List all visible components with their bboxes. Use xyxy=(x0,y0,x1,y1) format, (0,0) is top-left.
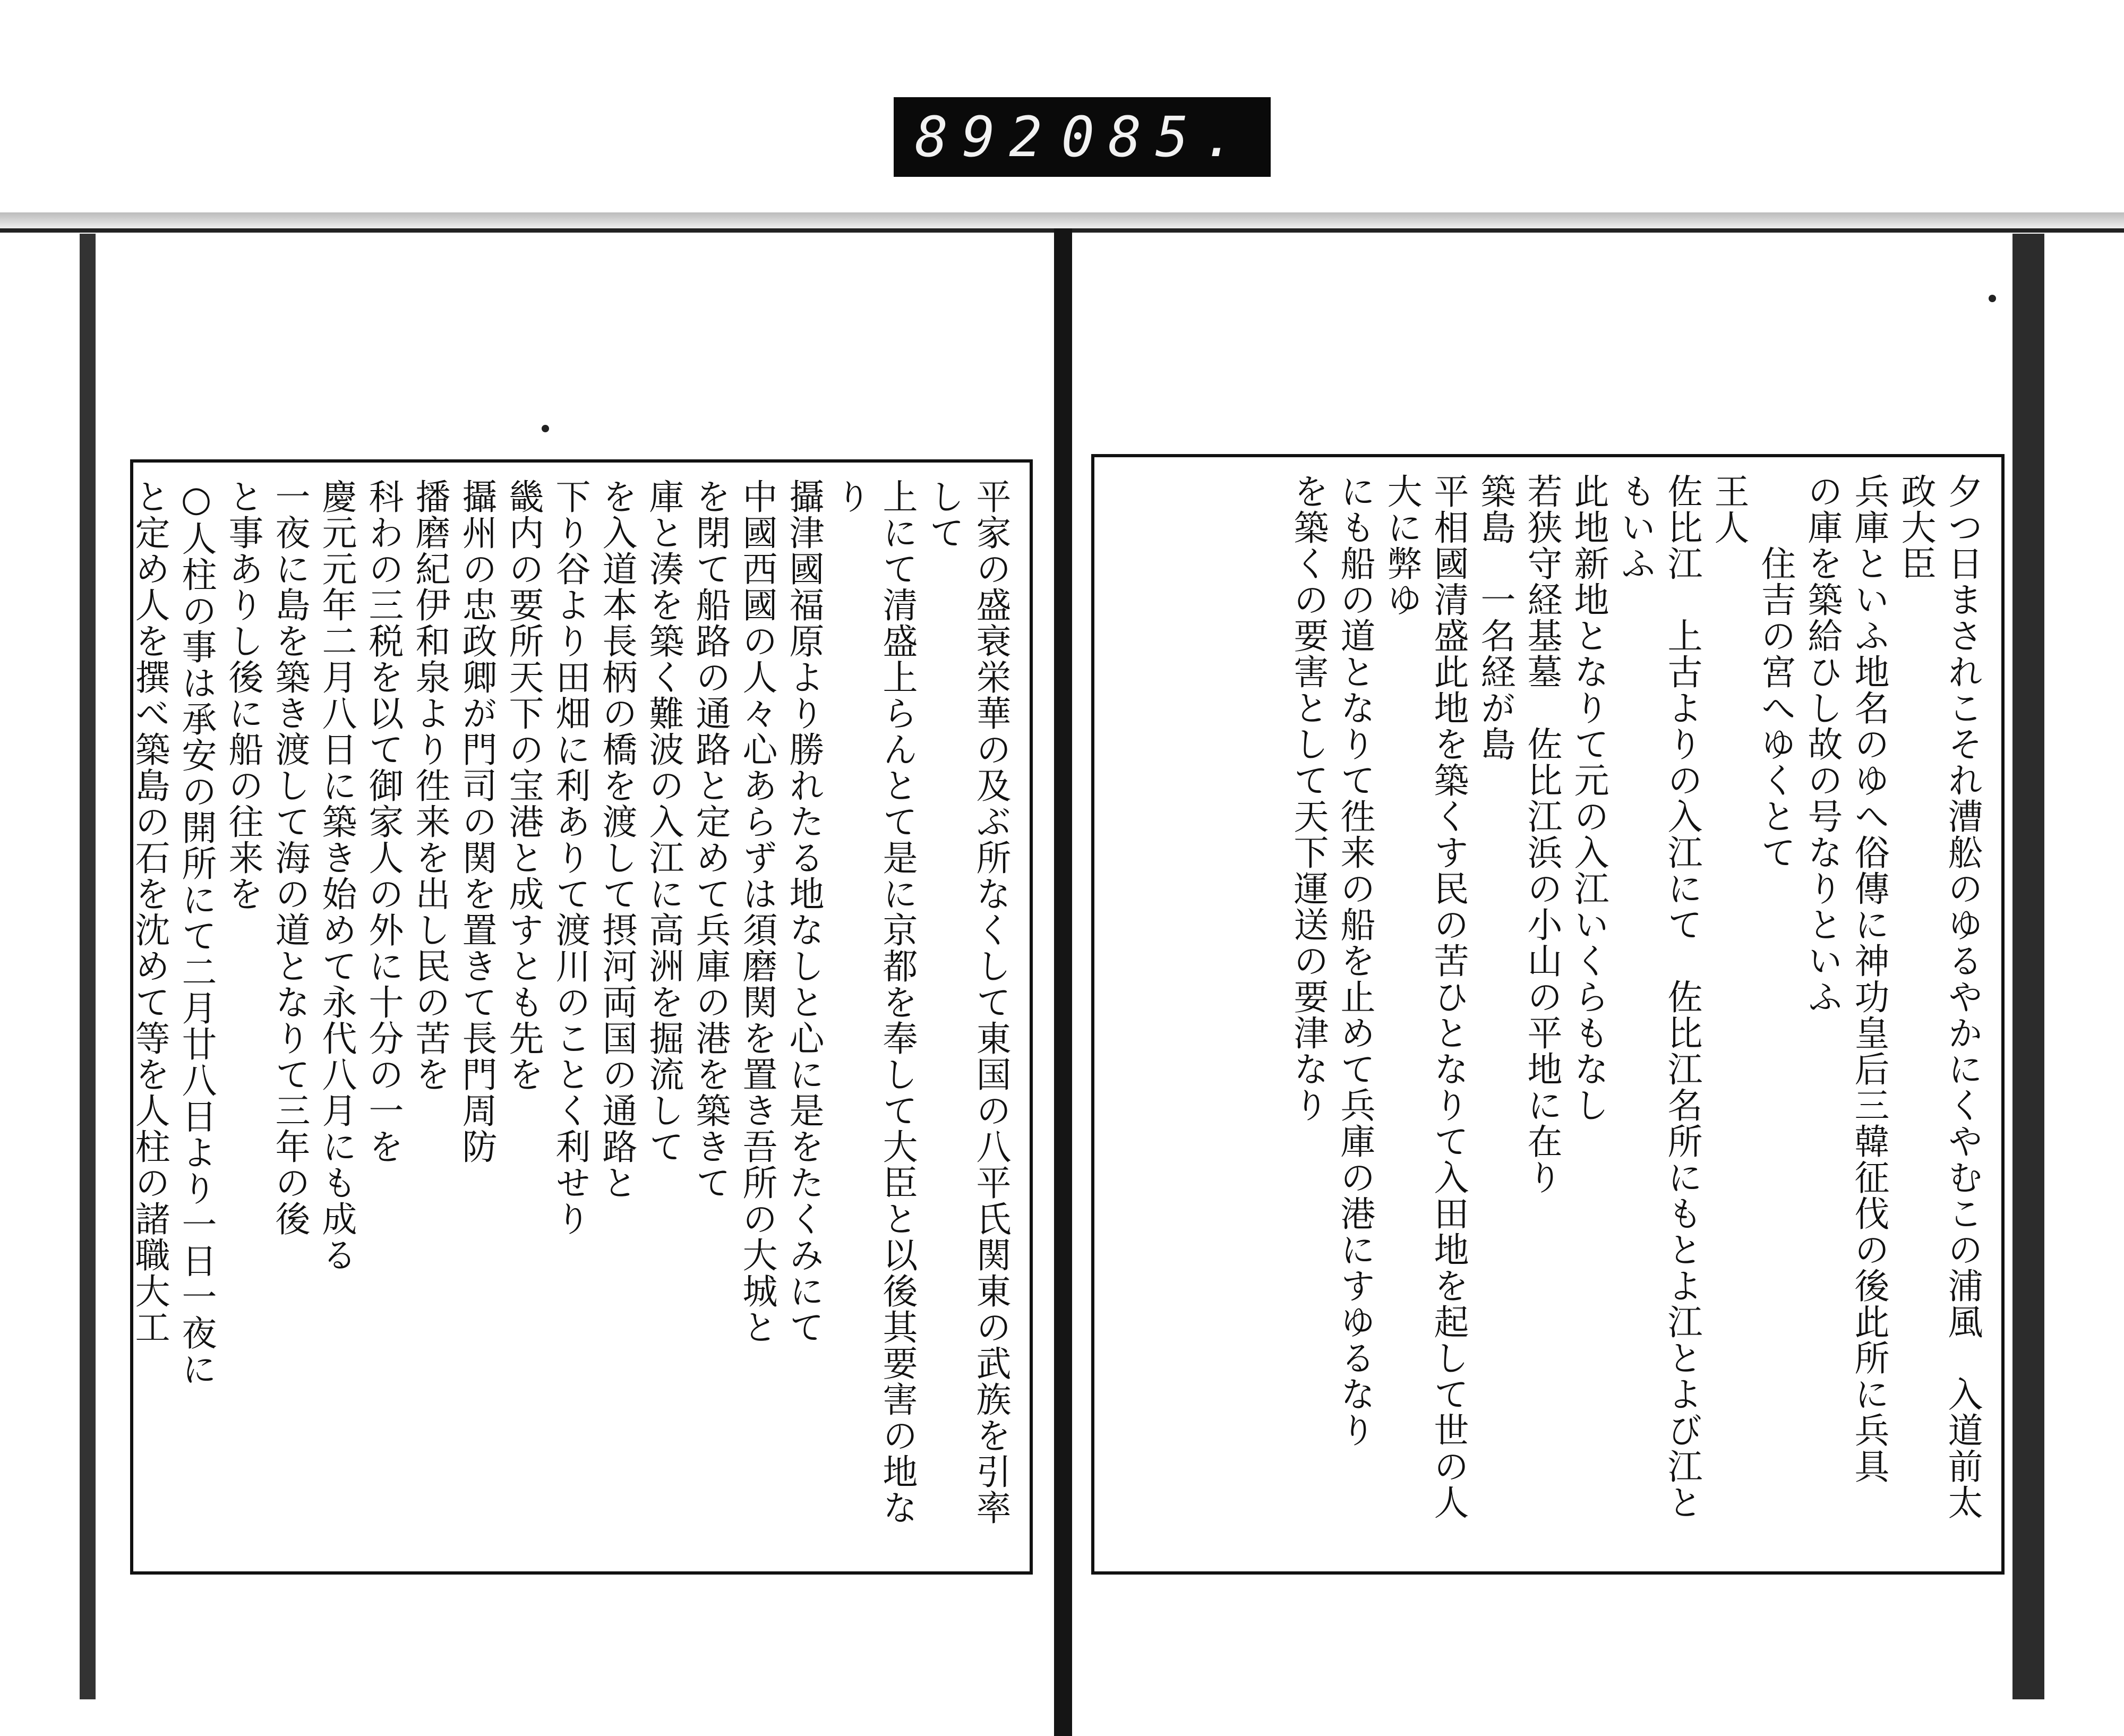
text-column: 兵庫といふ地名のゆへ俗傳に神功皇后三韓征伐の後此所に兵具 xyxy=(1848,473,1889,1484)
text-column: 攝州の忠政卿が門司の関を置きて長門周防 xyxy=(456,478,497,1165)
scan-speck xyxy=(1989,295,1996,302)
text-column: を築くの要害として天下運送の要津なり xyxy=(1288,473,1329,1123)
text-column: 夕つ日まされこそれ漕舩のゆるやかにくやむこの浦風 入道前太政大臣 xyxy=(1895,473,1983,1520)
text-column: 中國西國の人々心あらずは須磨関を置き吾所の大城と xyxy=(736,478,777,1345)
text-column: 佐比江 上古よりの入江にて 佐比江名所にもとよ江とよび江ともいふ xyxy=(1615,473,1702,1520)
text-column: 播磨紀伊和泉より徃来を出し民の苦を xyxy=(409,478,450,1092)
left-text-frame xyxy=(130,459,1033,1575)
text-column: 下り谷より田畑に利ありて渡川のことく利せり xyxy=(550,478,590,1237)
catalogue-number-left: 892 xyxy=(915,105,1056,169)
text-column: 此地新地となりて元の入江いくらもなし xyxy=(1568,473,1609,1123)
text-column: ○人柱の事は承安の開所にて二月廿八日より一日一夜に xyxy=(176,478,217,1387)
text-column: 攝津國福原より勝れたる地なしと心に是をたくみにて xyxy=(783,478,824,1345)
text-column: を入道本長柄の橋を渡して摂河両国の通路と xyxy=(596,478,637,1201)
text-column: と定め人を撰べ築島の石を沈めて等を人柱の諸職大工 xyxy=(129,478,170,1345)
text-column: の庫を築給ひし故の号なりといふ xyxy=(1802,473,1843,1015)
text-column: 一夜に島を築き渡して海の道となりて三年の後 xyxy=(269,478,310,1237)
right-text-frame xyxy=(1091,454,2005,1575)
text-column: 住吉の宮へゆくとて 王人 xyxy=(1708,473,1796,1569)
left-page-text xyxy=(129,478,1014,1555)
text-column: 若狭守経基墓 佐比江浜の小山の平地に在り xyxy=(1521,473,1562,1195)
scan-speck xyxy=(542,425,549,432)
text-column: 上にて清盛上らんとて是に京都を奉して大臣と以後其要害の地なり xyxy=(830,478,918,1526)
text-column: 科わの三税を以て御家人の外に十分の一を xyxy=(363,478,404,1165)
text-column: 築島 一名経が島 xyxy=(1475,473,1515,762)
text-column: 平相國清盛此地を築くす民の苦ひとなりて入田地を起して世の人大に弊ゆ xyxy=(1381,473,1469,1520)
catalogue-label xyxy=(894,97,1271,177)
text-column: 慶元元年二月八日に築き始めて永代八月にも成る xyxy=(316,478,357,1273)
text-column: にも船の道となりて徃来の船を止めて兵庫の港にすゆるなり xyxy=(1334,473,1375,1448)
catalogue-number-right: 085. xyxy=(1061,105,1249,169)
book-spine xyxy=(1054,228,1072,1736)
text-column: と事ありし後に船の往来を xyxy=(222,478,263,912)
text-column: 平家の盛衰栄華の及ぶ所なくして東国の八平氏関東の武族を引率して xyxy=(923,478,1011,1526)
text-column: 畿内の要所天下の宝港と成すとも先を xyxy=(503,478,544,1092)
right-page-text xyxy=(1110,473,1985,1569)
text-column: 庫と湊を築く難波の入江に高洲を掘流して xyxy=(643,478,684,1165)
text-column: を閉て船路の通路と定めて兵庫の港を築きて xyxy=(690,478,731,1201)
